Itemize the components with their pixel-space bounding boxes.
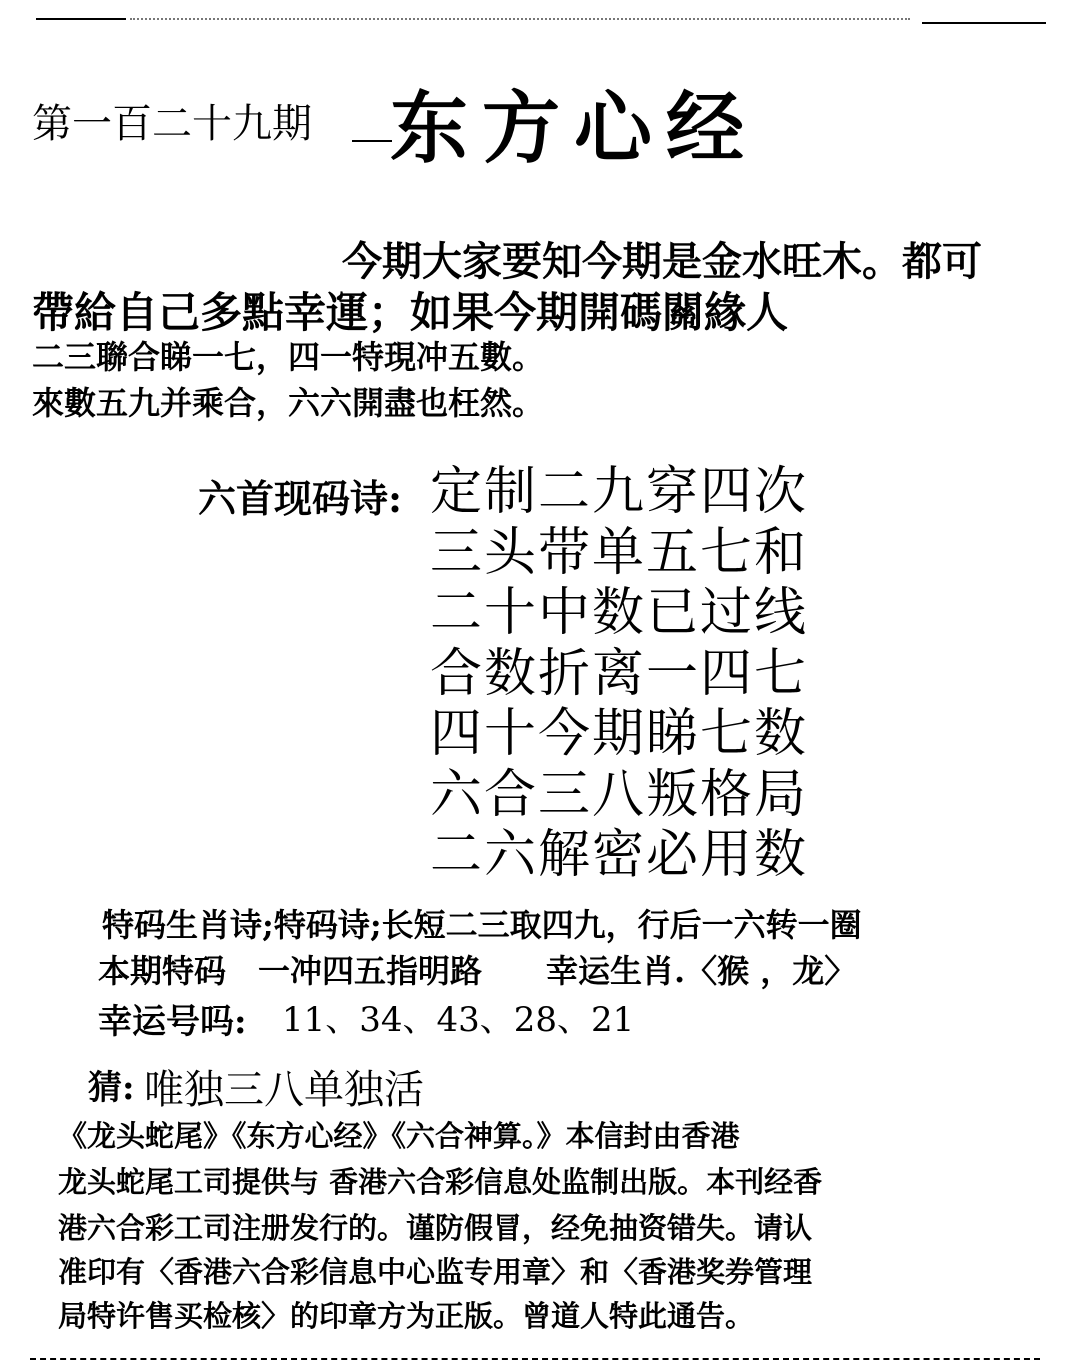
lucky-numbers: 11、34、43、28、21 [282,1000,635,1040]
poem-line: 四十今期睇七数 [430,704,809,764]
notice-line-1: 《龙头蛇尾》《东方心经》《六合神算。》本信封由香港 [58,1119,740,1153]
poem-line: 六合三八叛格局 [430,764,809,825]
notice-line-2: 龙头蛇尾工司提供与 香港六合彩信息处监制出版。本刊经香 [58,1165,823,1199]
top-rule-left [36,18,126,20]
top-dotted-border [130,18,910,20]
notice-line-3: 港六合彩工司注册发行的。谨防假冒，经免抽资错失。请认 [58,1211,813,1245]
poem-label: 六首现码诗: [198,476,403,521]
zodiac-poem: 特码生肖诗;特码诗;长短二三取四九，行后一六转一圈 [102,906,862,944]
intro-line-2: 帶給自己多點幸運；如果今期開碼關緣人 [32,288,789,337]
intro-line-1: 今期大家要知今期是金水旺木。都可 [342,238,982,285]
guess-text: 唯独三八单独活 [144,1067,424,1113]
guess-label: 猜: [88,1068,135,1108]
intro-line-3: 二三聯合睇一七，四一特現冲五數。 [32,338,545,376]
page-title: 东方心经 [390,83,759,174]
poem-line: 合数折离一四七 [430,643,809,704]
poem-line: 二六解密必用数 [430,825,809,885]
top-rule-right [922,22,1046,24]
this-issue-special: 本期特码 一冲四五指明路 幸运生肖.〈猴 ，龙〉 [98,952,857,990]
intro-line-4: 來數五九并乘合，六六開盡也枉然。 [32,384,545,422]
issue-number: 第一百二十九期 [32,101,312,147]
notice-line-5: 局特许售买检核〉的印章方为正版。曾道人特此通告。 [58,1299,755,1333]
poem-line: 二十中数已过线 [430,583,809,643]
poem-block [430,462,808,886]
poem-line: 三头带单五七和 [430,522,809,583]
bottom-rule [30,1358,1040,1360]
notice-line-4: 准印有〈香港六合彩信息中心监专用章〉和〈香港奖券管理 [58,1255,813,1289]
title-underline [352,140,392,142]
lucky-numbers-label: 幸运号吗: [98,1002,247,1042]
poem-line: 定制二九穿四次 [430,462,809,522]
